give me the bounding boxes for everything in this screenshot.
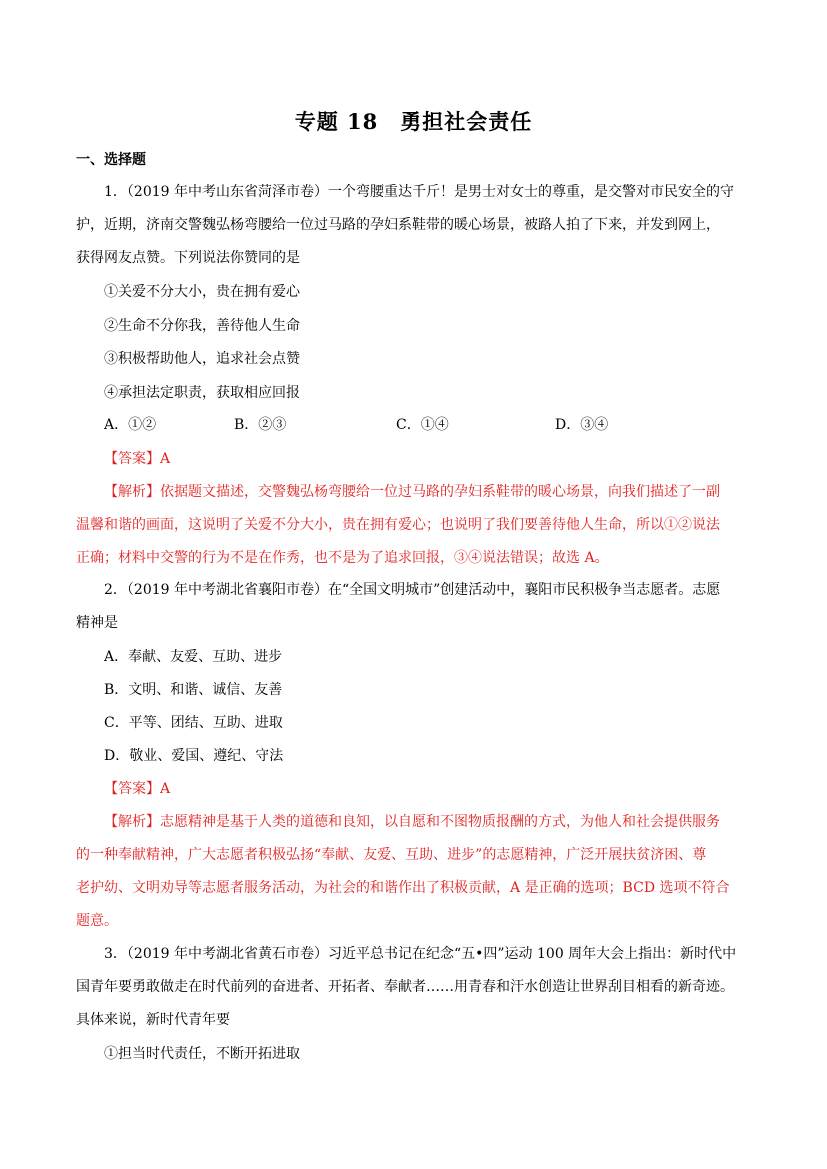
q1-analysis-line: 【解析】依据题文描述，交警魏弘杨弯腰给一位过马路的孕妇系鞋带的暖心场景，向我们描述了一副 [104, 484, 720, 500]
q1-option-a: A．①② [104, 417, 157, 433]
q1-option-c: C．①④ [396, 417, 449, 433]
q2-analysis-line: 【解析】志愿精神是基于人类的道德和良知，以自愿和不图物质报酬的方式，为他人和社会提供服务 [104, 814, 720, 830]
q3-stem-line: 具体来说，新时代青年要 [76, 1012, 230, 1028]
page-title: 专题 18 勇担社会责任 [294, 109, 533, 134]
q2-stem-line: 精神是 [76, 615, 118, 631]
q1-stem-line: 1．（2019 年中考山东省菏泽市卷）一个弯腰重达千斤！是男士对女士的尊重，是交警对市民安全的守 [104, 184, 734, 200]
q1-item: ②生命不分你我，善待他人生命 [104, 318, 300, 334]
q3-item: ①担当时代责任，不断开拓进取 [104, 1046, 300, 1062]
q1-analysis-line: 正确；材料中交警的行为不是在作秀，也不是为了追求回报，③④说法错误；故选 A。 [76, 550, 609, 566]
q1-stem-line: 护，近期，济南交警魏弘杨弯腰给一位过马路的孕妇系鞋带的暖心场景，被路人拍了下来，并发到网上， [76, 217, 720, 233]
q1-stem-line: 获得网友点赞。下列说法你赞同的是 [76, 250, 300, 266]
q1-analysis-line: 温馨和谐的画面，这说明了关爱不分大小，贵在拥有爱心；也说明了我们要善待他人生命，所以①②说法 [76, 517, 720, 533]
q3-stem-line: 国青年要勇敢做走在时代前列的奋进者、开拓者、奉献者……用青春和汗水创造让世界刮目相看的新奇迹。 [76, 979, 734, 995]
q1-option-b: B．②③ [234, 417, 287, 433]
q2-analysis-line: 老护幼、文明劝导等志愿者服务活动，为社会的和谐作出了积极贡献，A 是正确的选项；BCD 选项不符合 [76, 880, 730, 896]
q2-option-b: B．文明、和谐、诚信、友善 [104, 682, 283, 698]
q1-item: ④承担法定职责，获取相应回报 [104, 385, 300, 401]
q1-option-d: D．③④ [555, 417, 609, 433]
q2-option-a: A．奉献、友爱、互助、进步 [104, 649, 283, 665]
q2-answer: 【答案】A [104, 781, 171, 797]
q2-analysis-line: 题意。 [76, 913, 118, 929]
q2-analysis-line: 的一种奉献精神，广大志愿者积极弘扬“奉献、友爱、互助、进步”的志愿精神，广泛开展扶贫济困、尊 [76, 847, 707, 863]
q2-option-d: D．敬业、爱国、遵纪、守法 [104, 748, 284, 764]
section-heading: 一、选择题 [76, 152, 146, 168]
q1-answer: 【答案】A [104, 451, 171, 467]
q3-stem-line: 3．（2019 年中考湖北省黄石市卷）习近平总书记在纪念“五•四”运动 100 周年大会上指出：新时代中 [104, 946, 737, 962]
q1-item: ①关爱不分大小，贵在拥有爱心 [104, 284, 300, 300]
q1-item: ③积极帮助他人，追求社会点赞 [104, 351, 300, 367]
q2-stem-line: 2．（2019 年中考湖北省襄阳市卷）在“全国文明城市”创建活动中，襄阳市民积极争当志愿者。志愿 [104, 582, 721, 598]
q2-option-c: C．平等、团结、互助、进取 [104, 715, 283, 731]
